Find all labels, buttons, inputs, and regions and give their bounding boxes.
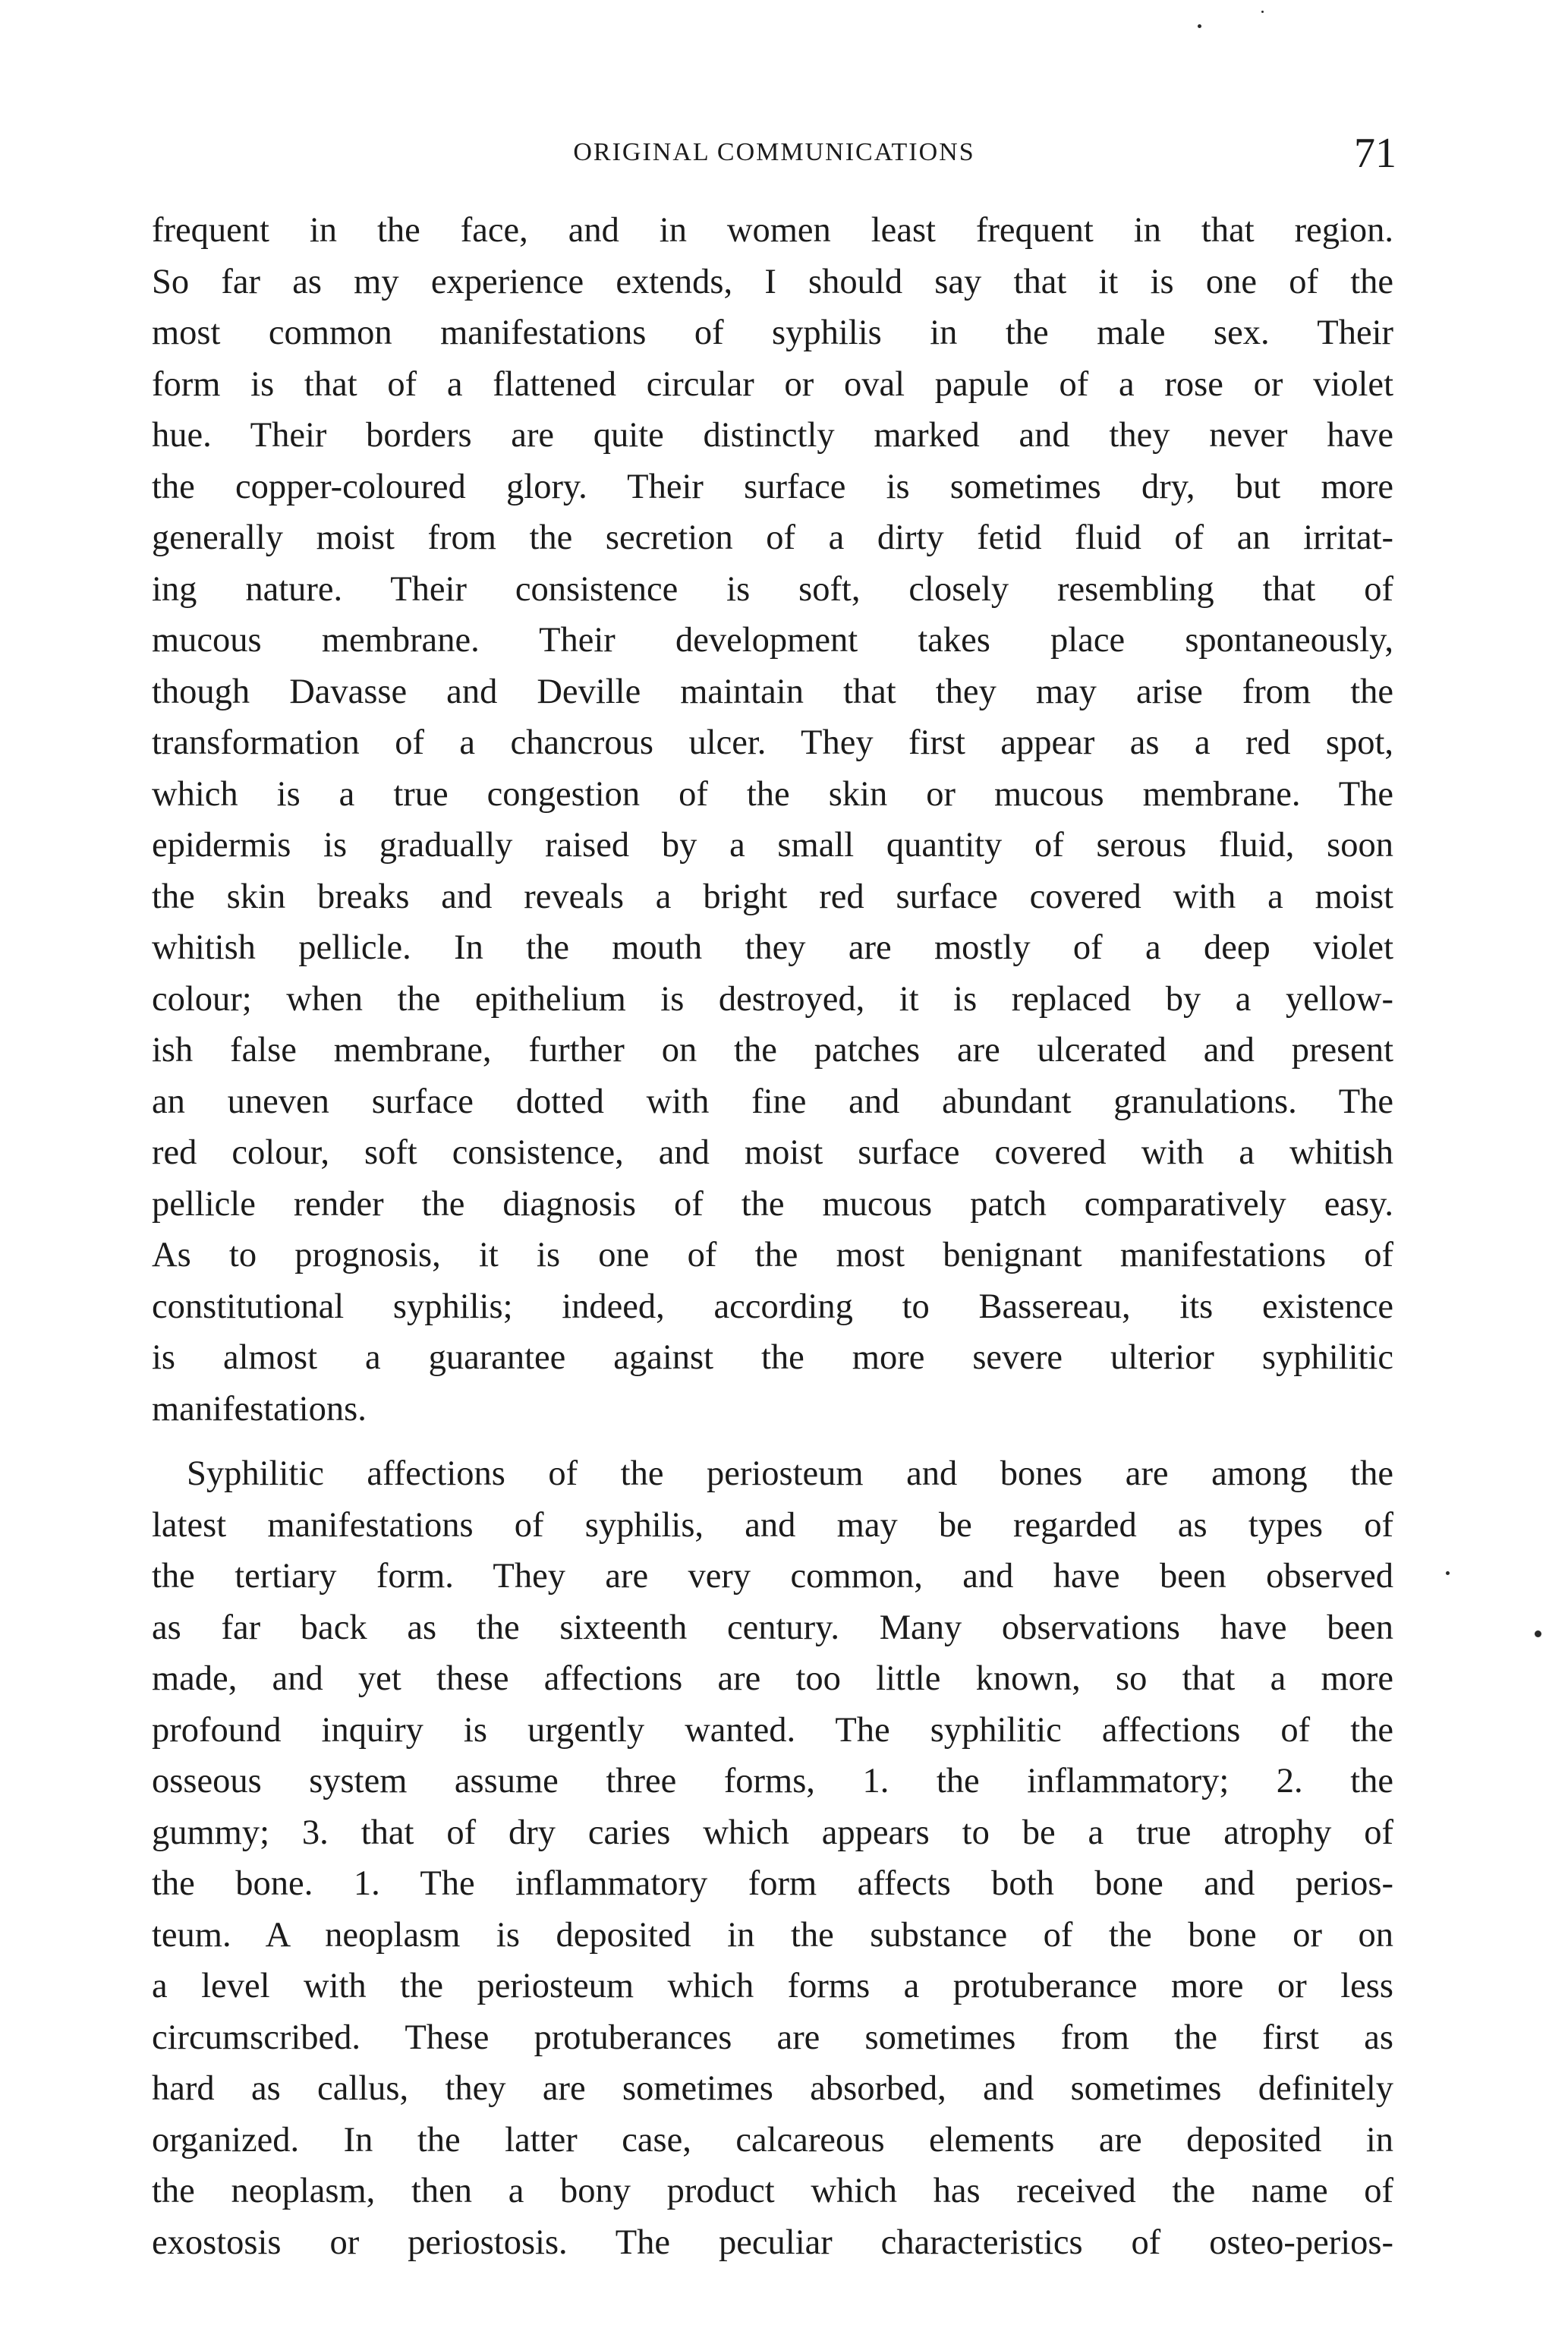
text-line: latest manifestations of syphilis, and may be regarded as types of [152, 1505, 1393, 1545]
text-line: teum. A neoplasm is deposited in the substance of the bone or on [152, 1915, 1393, 1955]
text-line: generally moist from the secretion of a dirty fetid fluid of an irritat- [152, 518, 1393, 557]
scan-speck [1261, 11, 1264, 13]
text-line: profound inquiry is urgently wanted. The syphilitic affections of the [152, 1710, 1393, 1750]
scan-speck [1535, 1630, 1541, 1637]
page-number: 71 [1354, 130, 1396, 177]
text-line: an uneven surface dotted with fine and abundant granulations. The [152, 1082, 1393, 1121]
scan-speck [1446, 1571, 1450, 1575]
paragraph-2 [152, 1448, 1393, 2268]
text-line: hue. Their borders are quite distinctly marked and they never have [152, 416, 1393, 455]
running-head [152, 129, 1396, 182]
text-line: constitutional syphilis; indeed, according to Bassereau, its existence [152, 1287, 1393, 1326]
text-line: epidermis is gradually raised by a small quantity of serous fluid, soon [152, 826, 1393, 865]
scan-speck [1198, 24, 1201, 28]
text-line: though Davasse and Deville maintain that they may arise from the [152, 672, 1393, 711]
text-line: as far back as the sixteenth century. Many observations have been [152, 1608, 1393, 1647]
body-text [152, 205, 1393, 2268]
text-line: gummy; 3. that of dry caries which appears to be a true atrophy of [152, 1813, 1393, 1852]
text-line: the skin breaks and reveals a bright red surface covered with a moist [152, 877, 1393, 916]
text-line: the copper-coloured glory. Their surface is sometimes dry, but more [152, 467, 1393, 506]
text-line: transformation of a chancrous ulcer. They first appear as a red spot, [152, 723, 1393, 762]
text-line: Syphilitic affections of the periosteum and bones are among the [187, 1454, 1393, 1493]
text-line: ish false membrane, further on the patches are ulcerated and present [152, 1031, 1393, 1070]
text-line: red colour, soft consistence, and moist surface covered with a whitish [152, 1133, 1393, 1172]
text-line: So far as my experience extends, I should say that it is one of the [152, 262, 1393, 301]
text-line: As to prognosis, it is one of the most benignant manifestations of [152, 1236, 1393, 1274]
text-line: circumscribed. These protuberances are sometimes from the first as [152, 2018, 1393, 2057]
running-title: ORIGINAL COMMUNICATIONS [573, 138, 975, 166]
text-line: mucous membrane. Their development takes place spontaneously, [152, 621, 1393, 660]
text-line: whitish pellicle. In the mouth they are mostly of a deep violet [152, 928, 1393, 967]
paragraph-gap [152, 1435, 1393, 1448]
text-line: most common manifestations of syphilis in the male sex. Their [152, 313, 1393, 352]
text-line: frequent in the face, and in women least frequent in that region. [152, 211, 1393, 250]
paragraph-1 [152, 205, 1393, 1435]
text-line: exostosis or periostosis. The peculiar characteristics of osteo-perios- [152, 2223, 1393, 2262]
text-line: the neoplasm, then a bony product which has received the name of [152, 2172, 1393, 2210]
text-line: osseous system assume three forms, 1. the inflammatory; 2. the [152, 1762, 1393, 1800]
text-line: which is a true congestion of the skin or mucous membrane. The [152, 774, 1393, 814]
text-line: a level with the periosteum which forms a protuberance more or less [152, 1967, 1393, 2005]
text-line: the bone. 1. The inflammatory form affects both bone and perios- [152, 1864, 1393, 1903]
text-line: organized. In the latter case, calcareous elements are deposited in [152, 2120, 1393, 2160]
text-line: the tertiary form. They are very common, and have been observed [152, 1557, 1393, 1596]
text-line: ing nature. Their consistence is soft, closely resembling that of [152, 569, 1393, 609]
text-line: pellicle render the diagnosis of the mucous patch comparatively easy. [152, 1184, 1393, 1224]
text-line: manifestations. [152, 1389, 367, 1429]
text-line: form is that of a flattened circular or oval papule of a rose or violet [152, 364, 1393, 404]
text-line: made, and yet these affections are too little known, so that a more [152, 1659, 1393, 1698]
text-line: colour; when the epithelium is destroyed, it is replaced by a yellow- [152, 979, 1393, 1019]
text-line: hard as callus, they are sometimes absorbed, and sometimes definitely [152, 2069, 1393, 2108]
text-line: is almost a guarantee against the more severe ulterior syphilitic [152, 1338, 1393, 1377]
